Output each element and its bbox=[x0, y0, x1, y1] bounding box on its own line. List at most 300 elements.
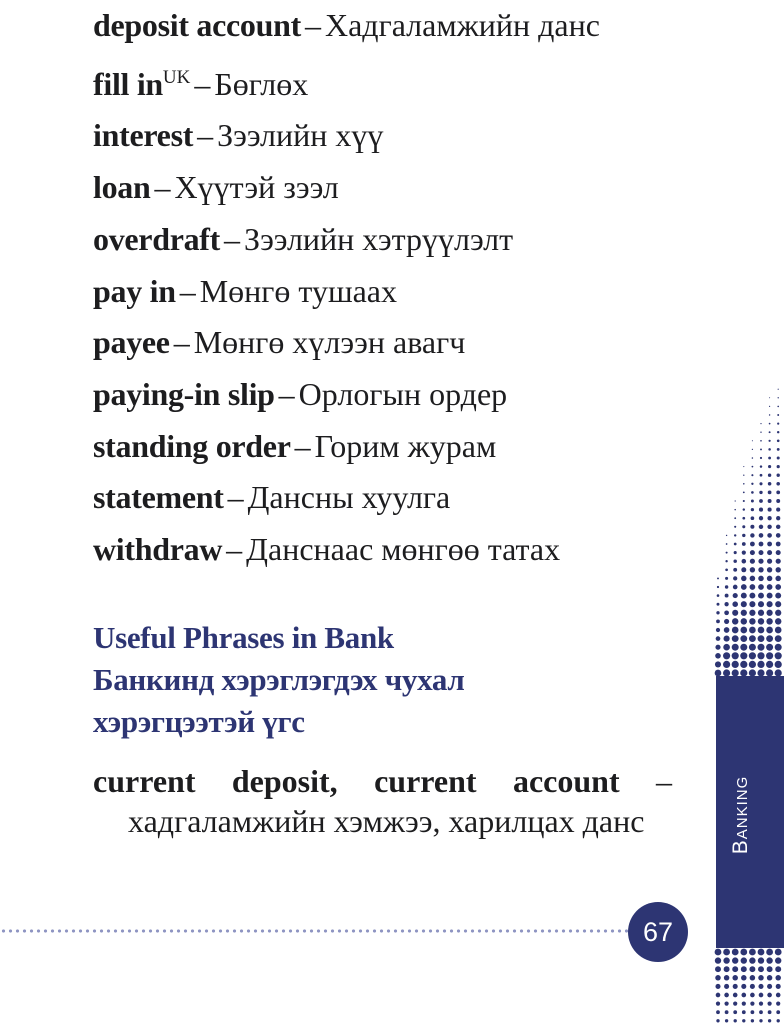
halftone-dot bbox=[767, 984, 772, 989]
halftone-dot bbox=[759, 482, 762, 485]
halftone-dot bbox=[759, 516, 763, 520]
halftone-dot bbox=[742, 534, 745, 537]
phrase-head bbox=[93, 761, 672, 801]
halftone-dot bbox=[758, 644, 765, 651]
halftone-dot bbox=[749, 610, 755, 616]
entry-term: deposit account bbox=[93, 7, 301, 43]
halftone-dot bbox=[759, 550, 764, 555]
halftone-dot bbox=[732, 627, 739, 634]
halftone-dot bbox=[759, 525, 763, 529]
halftone-dot bbox=[724, 602, 728, 606]
halftone-dot bbox=[717, 594, 720, 597]
halftone-dot bbox=[734, 543, 737, 546]
entry-translation: Зээлийн хэтрүүлэлт bbox=[244, 220, 514, 257]
halftone-dot bbox=[767, 559, 772, 564]
halftone-dot bbox=[732, 966, 738, 972]
entry-dash: – bbox=[294, 427, 311, 464]
halftone-dot bbox=[715, 984, 720, 989]
halftone-dot bbox=[776, 1010, 780, 1014]
halftone-dot bbox=[768, 1010, 772, 1014]
halftone-dot bbox=[775, 644, 782, 651]
entry-translation: Горим журам bbox=[314, 427, 497, 464]
halftone-dot bbox=[749, 593, 755, 599]
halftone-dot bbox=[716, 993, 721, 998]
entry-dash: – bbox=[226, 531, 243, 568]
halftone-dot bbox=[741, 966, 747, 972]
halftone-dot bbox=[776, 533, 781, 538]
halftone-dot bbox=[775, 949, 782, 956]
halftone-dot bbox=[725, 577, 728, 580]
halftone-dot bbox=[758, 584, 764, 590]
halftone-dot bbox=[724, 975, 730, 981]
halftone-dot bbox=[757, 661, 764, 668]
halftone-dot bbox=[750, 975, 756, 981]
halftone-dot bbox=[776, 482, 780, 486]
halftone-dot bbox=[732, 957, 738, 963]
entry-term: fill in bbox=[93, 65, 163, 102]
halftone-dot bbox=[776, 993, 781, 998]
halftone-dot bbox=[767, 584, 773, 590]
halftone-dot bbox=[733, 1001, 737, 1005]
halftone-dot bbox=[760, 431, 761, 432]
halftone-dot bbox=[715, 957, 721, 963]
halftone-dot bbox=[732, 949, 739, 956]
halftone-dot bbox=[733, 984, 738, 989]
halftone-dot bbox=[724, 966, 730, 972]
halftone-dot bbox=[777, 406, 779, 408]
halftone-dot bbox=[776, 525, 780, 529]
halftone-dot bbox=[777, 456, 780, 459]
entry-translation: Дансны хуулга bbox=[247, 479, 451, 516]
halftone-dot bbox=[767, 975, 773, 981]
halftone-dot bbox=[776, 499, 780, 503]
halftone-dot bbox=[716, 1001, 720, 1005]
glossary-entry bbox=[93, 317, 693, 369]
halftone-dot bbox=[742, 559, 747, 564]
halftone-dot bbox=[768, 1019, 771, 1022]
halftone-dot bbox=[769, 397, 770, 398]
halftone-dot bbox=[717, 577, 719, 579]
halftone-dot bbox=[715, 975, 721, 981]
halftone-dot bbox=[741, 984, 746, 989]
halftone-dot bbox=[759, 993, 764, 998]
halftone-dot bbox=[777, 431, 779, 433]
halftone-dot bbox=[758, 966, 764, 972]
halftone-dot bbox=[715, 653, 721, 659]
halftone-dot bbox=[732, 601, 738, 607]
glossary-list bbox=[93, 0, 693, 576]
glossary-entry bbox=[93, 0, 693, 52]
halftone-dot bbox=[752, 457, 754, 459]
halftone-dot bbox=[777, 1019, 780, 1022]
entry-dash: – bbox=[154, 169, 171, 206]
halftone-dot bbox=[766, 610, 772, 616]
halftone-dot bbox=[750, 525, 754, 529]
halftone-dot bbox=[741, 957, 747, 963]
halftone-dot bbox=[758, 627, 765, 634]
halftone-dot bbox=[777, 465, 780, 468]
halftone-dot bbox=[742, 1019, 745, 1022]
halftone-dot bbox=[749, 957, 755, 963]
halftone-dot bbox=[768, 508, 772, 512]
glossary-entry bbox=[93, 162, 693, 214]
halftone-dot bbox=[732, 975, 738, 981]
halftone-dot bbox=[777, 423, 779, 425]
halftone-dot bbox=[759, 1001, 763, 1005]
halftone-dot bbox=[725, 594, 729, 598]
halftone-dot bbox=[776, 559, 781, 564]
chapter-tab-label: Banking bbox=[729, 775, 752, 855]
halftone-dot bbox=[742, 551, 746, 555]
halftone-dot bbox=[750, 984, 755, 989]
heading-line: Банкинд хэрэглэгдэх чухал bbox=[93, 662, 465, 697]
halftone-dot bbox=[777, 439, 780, 442]
halftone-dot bbox=[724, 619, 729, 624]
halftone-dot bbox=[760, 457, 762, 459]
phrase-dash: – bbox=[656, 763, 673, 799]
halftone-dot bbox=[742, 517, 745, 520]
halftone-dot bbox=[775, 576, 781, 582]
halftone-dot bbox=[725, 560, 727, 562]
halftone-dot bbox=[766, 618, 772, 624]
halftone-dot bbox=[732, 661, 739, 668]
halftone-dot bbox=[741, 618, 747, 624]
halftone-dot bbox=[751, 508, 754, 511]
dotted-rule bbox=[0, 928, 628, 934]
halftone-dot bbox=[741, 975, 747, 981]
halftone-dot bbox=[749, 652, 756, 659]
halftone-dot bbox=[760, 440, 762, 442]
glossary-entry bbox=[93, 421, 693, 473]
halftone-dot bbox=[716, 620, 720, 624]
halftone-dot bbox=[768, 465, 771, 468]
halftone-dot bbox=[715, 949, 722, 956]
halftone-dot bbox=[734, 551, 737, 554]
halftone-dot bbox=[717, 586, 719, 588]
halftone-dot bbox=[743, 491, 745, 493]
entry-term: standing order bbox=[93, 427, 291, 464]
halftone-dot bbox=[750, 1001, 754, 1005]
halftone-dot bbox=[759, 542, 764, 547]
halftone-dot bbox=[726, 543, 728, 545]
page-number: 67 bbox=[642, 917, 674, 947]
halftone-dot bbox=[768, 440, 770, 442]
halftone-dot bbox=[766, 652, 773, 659]
entry-dash: – bbox=[179, 272, 196, 309]
halftone-dot bbox=[741, 576, 746, 581]
entry-term: pay in bbox=[93, 272, 176, 309]
halftone-dot bbox=[723, 644, 730, 651]
halftone-dot bbox=[716, 611, 719, 614]
halftone-dot bbox=[775, 618, 781, 624]
halftone-dot bbox=[775, 966, 781, 972]
entry-dash: – bbox=[224, 220, 241, 257]
halftone-dot bbox=[758, 593, 764, 599]
halftone-dot bbox=[740, 949, 747, 956]
halftone-dot bbox=[734, 517, 736, 519]
halftone-dot bbox=[733, 1010, 737, 1014]
halftone-dot bbox=[742, 542, 746, 546]
halftone-dot bbox=[734, 509, 736, 511]
halftone-dot bbox=[758, 601, 764, 607]
entry-term: withdraw bbox=[93, 531, 223, 568]
halftone-dot bbox=[766, 644, 773, 651]
halftone-dot bbox=[732, 644, 739, 651]
halftone-dot bbox=[758, 949, 765, 956]
halftone-dot bbox=[758, 567, 763, 572]
halftone-dot bbox=[767, 593, 773, 599]
halftone-dot bbox=[768, 474, 771, 477]
halftone-dot bbox=[766, 635, 773, 642]
phrase-entry bbox=[93, 761, 672, 841]
halftone-dot bbox=[776, 550, 781, 555]
halftone-dot bbox=[740, 635, 747, 642]
halftone-dot bbox=[775, 610, 781, 616]
halftone-dot bbox=[743, 500, 745, 502]
halftone-dot bbox=[776, 516, 780, 520]
halftone-dot bbox=[725, 1019, 728, 1022]
halftone-dot bbox=[769, 431, 771, 433]
halftone-dot bbox=[725, 1010, 729, 1014]
halftone-dot bbox=[768, 482, 772, 486]
halftone-dot bbox=[758, 610, 764, 616]
halftone-dot bbox=[725, 568, 728, 571]
halftone-dot bbox=[750, 559, 755, 564]
entry-term: loan bbox=[93, 169, 151, 206]
halftone-dot bbox=[741, 610, 747, 616]
entry-translation: Данснаас мөнгөө татах bbox=[246, 531, 561, 568]
entry-dash: – bbox=[197, 117, 214, 154]
glossary-entry bbox=[93, 52, 693, 111]
halftone-dot bbox=[775, 601, 781, 607]
halftone-dot bbox=[775, 593, 781, 599]
heading-line: хэрэгцээтэй үгс bbox=[93, 704, 305, 739]
halftone-dot bbox=[749, 661, 756, 668]
halftone-dot bbox=[749, 949, 756, 956]
halftone-dot bbox=[768, 457, 771, 460]
entry-term: payee bbox=[93, 324, 170, 361]
halftone-dot bbox=[750, 567, 755, 572]
halftone-dot bbox=[741, 593, 747, 599]
halftone-dot bbox=[768, 448, 771, 451]
halftone-dot bbox=[749, 601, 755, 607]
entry-superscript: UK bbox=[162, 66, 191, 88]
entry-translation: Мөнгө хүлээн авагч bbox=[193, 324, 466, 361]
section-heading bbox=[93, 617, 653, 743]
halftone-dot bbox=[741, 584, 747, 590]
halftone-dot bbox=[740, 644, 747, 651]
halftone-dot bbox=[758, 635, 765, 642]
halftone-dot bbox=[716, 1010, 720, 1014]
halftone-dot bbox=[775, 975, 781, 981]
halftone-dot bbox=[732, 635, 739, 642]
halftone-dot bbox=[759, 533, 764, 538]
glossary-entry bbox=[93, 369, 693, 421]
halftone-dot bbox=[715, 661, 721, 667]
halftone-dot bbox=[743, 466, 744, 467]
halftone-dot bbox=[766, 957, 772, 963]
halftone-dot bbox=[758, 975, 764, 981]
halftone-dot bbox=[715, 645, 720, 650]
halftone-dot bbox=[741, 567, 746, 572]
halftone-dot bbox=[775, 584, 781, 590]
halftone-dot bbox=[751, 483, 753, 485]
halftone-dot bbox=[767, 1001, 771, 1005]
entry-dash: – bbox=[304, 7, 321, 43]
halftone-dot bbox=[742, 1010, 746, 1014]
heading-line: Useful Phrases in Bank bbox=[93, 620, 394, 655]
halftone-dot bbox=[741, 993, 746, 998]
halftone-dot bbox=[769, 406, 770, 407]
halftone-dot bbox=[777, 474, 780, 477]
halftone-dot bbox=[776, 1001, 780, 1005]
halftone-dot bbox=[741, 601, 747, 607]
halftone-dot bbox=[743, 475, 744, 476]
glossary-entry bbox=[93, 472, 693, 524]
entry-dash: – bbox=[194, 65, 211, 102]
halftone-dot bbox=[733, 559, 736, 562]
halftone-dot bbox=[716, 636, 721, 641]
halftone-dot bbox=[724, 610, 729, 615]
halftone-dot bbox=[777, 414, 779, 416]
glossary-entry bbox=[93, 524, 693, 576]
halftone-dot bbox=[716, 628, 720, 632]
halftone-dot bbox=[750, 542, 755, 547]
halftone-dot bbox=[759, 1019, 762, 1022]
entry-translation: Бөглөх bbox=[214, 65, 309, 102]
halftone-dot bbox=[749, 618, 755, 624]
halftone-dot bbox=[759, 508, 763, 512]
entry-dash: – bbox=[227, 479, 244, 516]
halftone-dot bbox=[776, 567, 781, 572]
halftone-dot bbox=[760, 465, 762, 467]
halftone-dot bbox=[733, 568, 737, 572]
halftone-dot bbox=[775, 635, 782, 642]
halftone-dot bbox=[758, 576, 764, 582]
halftone-dot bbox=[767, 525, 771, 529]
halftone-dot bbox=[742, 1001, 746, 1005]
halftone-dot bbox=[758, 984, 763, 989]
halftone-dot bbox=[740, 661, 747, 668]
halftone-dot bbox=[743, 483, 745, 485]
halftone-dot bbox=[776, 542, 781, 547]
halftone-dot bbox=[725, 585, 728, 588]
halftone-dot bbox=[733, 993, 738, 998]
halftone-dot bbox=[768, 491, 772, 495]
glossary-entry bbox=[93, 266, 693, 318]
halftone-dot bbox=[775, 627, 782, 634]
halftone-dot bbox=[717, 603, 720, 606]
halftone-dot bbox=[776, 508, 780, 512]
halftone-dot bbox=[716, 1019, 719, 1022]
halftone-dot bbox=[752, 440, 753, 441]
entry-translation: Хүүтэй зээл bbox=[174, 169, 339, 206]
halftone-dot bbox=[749, 635, 756, 642]
halftone-dot bbox=[776, 491, 780, 495]
entry-translation: Зээлийн хүү bbox=[217, 117, 384, 154]
halftone-dot bbox=[724, 984, 729, 989]
halftone-dot bbox=[749, 644, 756, 651]
halftone-dot bbox=[768, 499, 772, 503]
halftone-dot bbox=[767, 576, 773, 582]
halftone-dot bbox=[767, 542, 772, 547]
halftone-dot bbox=[732, 618, 738, 624]
entry-dash: – bbox=[278, 375, 295, 412]
phrase-term: current deposit, current account bbox=[93, 763, 620, 799]
entry-term: overdraft bbox=[93, 220, 221, 257]
halftone-dot bbox=[724, 993, 729, 998]
entry-translation: Мөнгө тушаах bbox=[199, 272, 397, 309]
halftone-dot bbox=[767, 533, 772, 538]
halftone-dot bbox=[759, 1010, 763, 1014]
halftone-dot bbox=[750, 584, 756, 590]
halftone-dot bbox=[732, 610, 738, 616]
halftone-dot bbox=[749, 966, 755, 972]
phrase-translation: хадгаламжийн хэмжээ, харилцах данс bbox=[128, 803, 645, 839]
entry-term: interest bbox=[93, 117, 194, 154]
halftone-dot bbox=[733, 593, 738, 598]
halftone-dot bbox=[733, 576, 737, 580]
halftone-dot bbox=[750, 550, 755, 555]
halftone-dot bbox=[778, 389, 779, 390]
halftone-dot bbox=[724, 627, 730, 633]
halftone-dot bbox=[776, 984, 781, 989]
halftone-dot bbox=[767, 601, 773, 607]
halftone-dot bbox=[775, 957, 781, 963]
halftone-dot bbox=[760, 448, 762, 450]
halftone-dot bbox=[732, 652, 739, 659]
halftone-dot bbox=[767, 516, 771, 520]
halftone-dot bbox=[723, 957, 729, 963]
halftone-dot bbox=[723, 661, 730, 668]
halftone-dot bbox=[766, 949, 773, 956]
halftone-dot bbox=[740, 652, 747, 659]
halftone-dot bbox=[743, 508, 745, 510]
halftone-dot bbox=[751, 474, 753, 476]
halftone-dot bbox=[766, 627, 773, 634]
halftone-dot bbox=[726, 535, 727, 536]
halftone-dot bbox=[769, 414, 770, 415]
halftone-dot bbox=[759, 491, 762, 494]
halftone-dot bbox=[751, 516, 755, 520]
halftone-dot bbox=[723, 652, 730, 659]
halftone-dot bbox=[766, 661, 773, 668]
halftone-dot bbox=[778, 397, 779, 398]
halftone-dot bbox=[750, 993, 755, 998]
halftone-dot bbox=[734, 526, 736, 528]
halftone-dot bbox=[742, 525, 745, 528]
halftone-dot bbox=[735, 500, 736, 501]
entry-term: paying-in slip bbox=[93, 375, 275, 412]
halftone-dot bbox=[726, 552, 728, 554]
halftone-dot bbox=[750, 576, 756, 582]
entry-term: statement bbox=[93, 479, 224, 516]
halftone-dot bbox=[723, 949, 730, 956]
halftone-dot bbox=[715, 966, 721, 972]
halftone-dot bbox=[752, 466, 754, 468]
halftone-dot bbox=[751, 1010, 755, 1014]
halftone-dot bbox=[734, 1019, 737, 1022]
halftone-dot bbox=[750, 533, 754, 537]
halftone-dot bbox=[757, 652, 764, 659]
halftone-dot bbox=[740, 627, 747, 634]
halftone-dot bbox=[724, 1001, 728, 1005]
halftone-dot bbox=[758, 559, 763, 564]
halftone-dot bbox=[767, 550, 772, 555]
halftone-dot bbox=[751, 491, 754, 494]
entry-translation: Орлогын ордер bbox=[298, 375, 508, 412]
halftone-dot bbox=[767, 567, 772, 572]
